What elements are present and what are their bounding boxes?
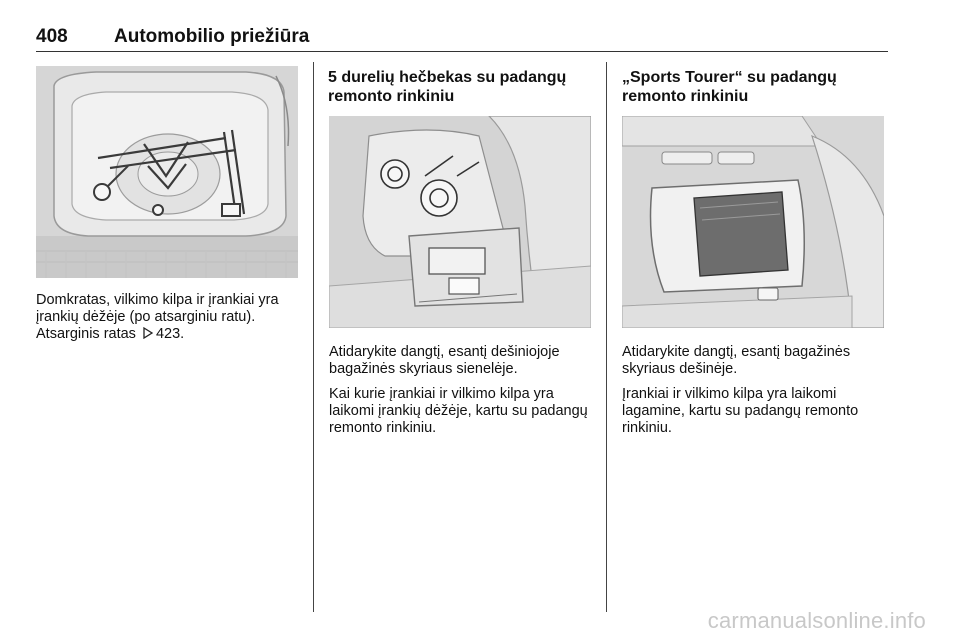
watermark: carmanualsonline.info <box>707 608 926 633</box>
page-header <box>36 22 888 52</box>
col2-paragraph-1: Atidarykite dangtį, esantį dešiniojoje bagažinės skyriaus sienelėje. <box>329 344 560 377</box>
spare-wheel-well-drawing <box>36 66 298 278</box>
col1-reference-page[interactable]: 423. <box>155 326 185 342</box>
col1-paragraph-2 <box>36 326 302 343</box>
col1-paragraph-1: Domkratas, vilkimo kilpa ir įrankiai yra įrankių dėžėje (po atsarginiu ratu). <box>36 292 279 325</box>
hatchback-side-panel-drawing <box>329 116 591 328</box>
page-title: Automobilio priežiūra <box>114 26 310 47</box>
col1-reference-text: Atsarginis ratas <box>36 326 136 342</box>
column-divider <box>313 62 314 612</box>
col2-paragraph-2: Kai kurie įrankiai ir vilkimo kilpa yra laikomi įrankių dėžėje, kartu su padangų remonto rinkiniu. <box>329 386 588 436</box>
spare-wheel-well-illustration <box>36 66 298 278</box>
col2-heading: 5 durelių hečbekas su padangų remonto rinkiniu <box>328 69 567 105</box>
sports-tourer-compartment-drawing <box>622 116 884 328</box>
col3-heading: „Sports Tourer“ su padangų remonto rinkiniu <box>622 69 837 105</box>
page-number: 408 <box>36 26 68 47</box>
hatchback-side-panel-illustration <box>329 116 591 328</box>
sports-tourer-compartment-illustration <box>622 116 884 328</box>
column-divider <box>606 62 607 612</box>
col3-paragraph-1: Atidarykite dangtį, esantį bagažinės skyriaus dešinėje. <box>622 344 851 377</box>
col3-paragraph-2: Įrankiai ir vilkimo kilpa yra laikomi lagamine, kartu su padangų remonto rinkiniu. <box>622 386 859 436</box>
arrow-ref-icon <box>142 326 154 343</box>
